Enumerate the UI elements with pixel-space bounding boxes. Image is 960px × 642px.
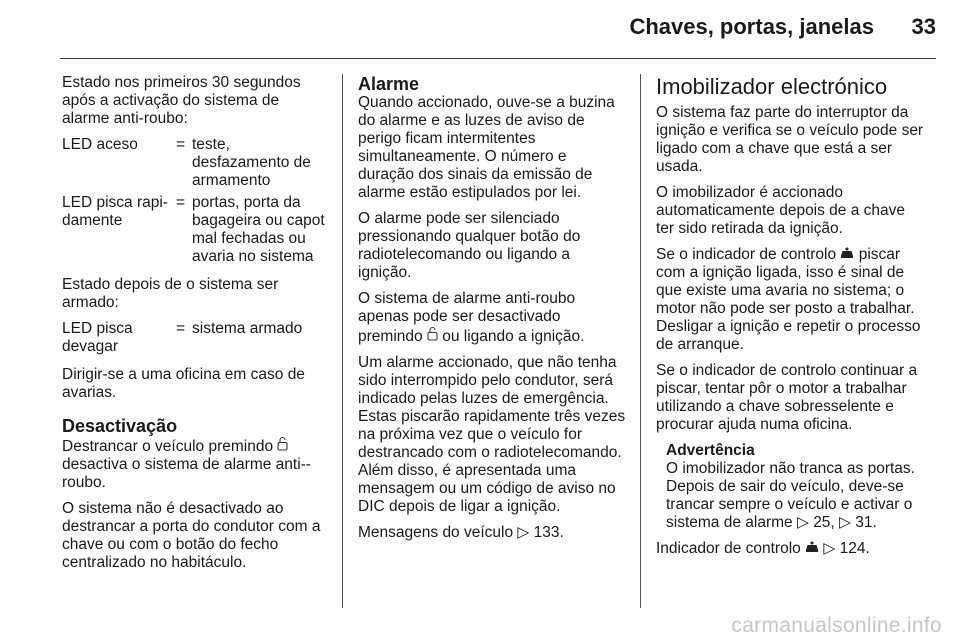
warning-box	[656, 442, 924, 532]
text-span: O imobilizador não tranca as portas. Depois de sair do veículo, deve-se trancar sempre o veículo e activar o sistema de alarme	[666, 460, 915, 531]
column-3	[656, 74, 924, 566]
desactivacao-text	[62, 436, 330, 492]
alarme-p2: O alarme pode ser silenciado pressionando qualquer botão do radiotelecomando ou ligando a ignição.	[358, 210, 581, 281]
warning-title: Advertência	[666, 442, 755, 459]
led-state: LED pisca rapi-damente	[62, 194, 168, 229]
table-row	[62, 190, 330, 266]
led-state: LED pisca devagar	[62, 320, 133, 355]
alarme-heading: Alarme	[358, 74, 420, 94]
alarme-p3	[358, 290, 626, 346]
led-meaning: teste, desfazamento de armamento	[192, 136, 311, 189]
text-span: Indicador de controlo	[656, 540, 801, 557]
unlock-icon	[427, 328, 438, 344]
imobilizador-heading: Imobilizador electrónico	[656, 74, 888, 99]
led-meaning: sistema armado	[192, 320, 303, 337]
warning-text	[666, 460, 924, 532]
equals-sign: =	[176, 194, 186, 211]
page-reference[interactable]: 31.	[855, 514, 877, 531]
table-row	[62, 136, 330, 190]
imob-p2: O imobilizador é accionado automaticamente depois de a chave ter sido retirada da ignição.	[656, 184, 906, 237]
unlock-icon	[277, 438, 288, 454]
imob-p3	[656, 246, 924, 354]
text-span: O sistema de alarme anti-roubo apenas pode ser desactivado premindo	[358, 290, 576, 345]
column-1	[62, 74, 330, 580]
immobilizer-car-key-icon	[840, 246, 854, 263]
led-meaning: portas, porta da bagageira ou capot mal fechadas ou avaria no sistema	[192, 194, 325, 265]
page-reference[interactable]: 133.	[533, 524, 564, 541]
imob-p4: Se o indicador de controlo continuar a piscar, tentar pôr o motor a trabalhar utilizando a chave sobresselente e procurar ajuda numa oficina.	[656, 362, 918, 433]
desactivacao-heading: Desactivação	[62, 416, 178, 436]
text-span: Mensagens do veículo	[358, 524, 514, 541]
reference-arrow-icon: ▷	[823, 540, 836, 557]
text-span: piscar com a ignição ligada, isso é sinal de que existe uma avaria no sistema; o motor não pode ser posto a trabalhar. Desligar a ignição e repetir o processo de arranque.	[656, 246, 921, 353]
control-indicator-ref	[656, 540, 924, 558]
workshop-advice: Dirigir-se a uma oficina em caso de avarias.	[62, 366, 305, 401]
text-span: ou ligando a ignição.	[442, 328, 585, 345]
equals-sign: =	[176, 136, 186, 153]
page-number: 33	[911, 14, 936, 39]
header-title: Chaves, portas, janelas	[629, 14, 874, 39]
text-span: Se o indicador de controlo	[656, 246, 837, 263]
alarme-p1: Quando accionado, ouve-se a buzina do alarme e as luzes de aviso de perigo ficam intermitentes simultaneamente. O número e duração dos sinais da emissão de alarme estão estipulados por lei.	[358, 94, 615, 201]
page-reference[interactable]: 25,	[813, 514, 835, 531]
column-divider-1	[342, 74, 343, 608]
desactivacao-note: O sistema não é desactivado ao destrancar a porta do condutor com a chave ou com o botão do fecho centralizado no habitáculo.	[62, 500, 321, 571]
table-row	[62, 320, 330, 356]
page-reference[interactable]: 124.	[839, 540, 870, 557]
column-divider-2	[640, 74, 641, 608]
led-status-table-1	[62, 136, 330, 266]
text-span: desactiva o sistema de alarme anti--roubo.	[62, 456, 311, 491]
reference-arrow-icon: ▷	[517, 524, 530, 541]
reference-arrow-icon: ▷	[796, 514, 809, 531]
immobilizer-car-key-icon	[805, 540, 819, 557]
alarme-p4: Um alarme accionado, que não tenha sido interrompido pelo condutor, será indicado pelas luzes de emergência. Estas piscarão rapidamente três vezes na próxima vez que o veículo for destrancado com o radiotelecomando. Além disso, é apresentada uma mensagem ou um código de aviso no DIC depois de ligar a ignição.	[358, 354, 626, 515]
imob-p1: O sistema faz parte do interruptor da ignição e verifica se o veículo pode ser ligado com a chave que está a ser usada.	[656, 104, 924, 175]
after-arm-intro: Estado depois de o sistema ser armado:	[62, 276, 279, 311]
text-span: Destrancar o veículo premindo	[62, 438, 274, 455]
led-status-table-2	[62, 320, 330, 356]
equals-sign: =	[176, 320, 186, 337]
column-2	[358, 74, 626, 550]
header-divider	[60, 58, 936, 59]
watermark: carmanualsonline.info	[731, 614, 942, 637]
reference-arrow-icon: ▷	[839, 514, 851, 531]
led-state: LED aceso	[62, 136, 138, 153]
vehicle-messages-ref	[358, 524, 626, 542]
alarm-intro: Estado nos primeiros 30 segundos após a activação do sistema de alarme anti-roubo:	[62, 74, 301, 127]
